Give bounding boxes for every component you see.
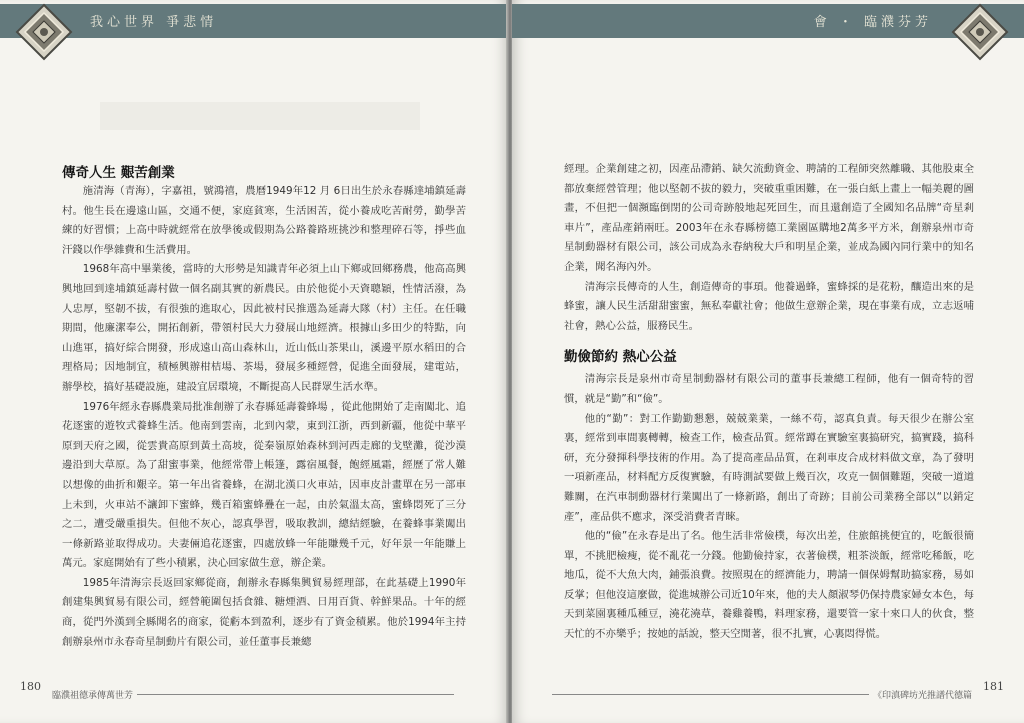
paragraph: 清海宗長是泉州市奇星制動器材有限公司的董事長兼總工程師，他有一個奇特的習慣，就是“勤”和“儉”。 — [564, 373, 974, 405]
paragraph: 經理。企業創建之初，因產品滯銷、缺欠流動資金、聘請的工程師突然離職、其他股東全都放棄經營管理；他以堅韌不拔的毅力，突破重重困難，在一張白紙上畫上一幅美麗的圖畫，不但把一個瀕臨倒閉的公司奇跡般地起死回生，而且還創造了全國知名品牌“奇星剎車片”，產品產銷兩旺。2003年在永春縣榜德工業園區購地2萬多平方米，創辦泉州市奇星制動器材有限公司，該公司成為永春納稅大戶和明星企業，並成為國內同行業中的知名企業，聞名海內外。 — [564, 163, 974, 273]
right-page — [512, 0, 1024, 723]
running-head: 會 ・ 臨濮芬芳 — [813, 15, 932, 30]
body-text — [62, 182, 466, 652]
header-band — [0, 4, 508, 38]
diamond-ornament-icon — [950, 2, 1010, 62]
paragraph: 1968年高中畢業後，當時的大形勢是知識青年必須上山下鄉或回鄉務農，他高高興興地回到達埔鎮延壽村做一個名副其實的新農民。由於他從小天資聰穎，性情活潑，為人忠厚，堅韌不拔，有很強的進取心，因此被村民推選為延壽大隊（村）主任。在任職期間，他廉潔奉公，開拓創新，帶領村民大力發展山地經濟。根據山多田少的特點，向山進軍，搞好綜合開發，形成遠山高山森林山，近山低山茶果山，溪邊平原水稻田的合理格局；因地制宜，積極興辦柑桔場、茶場，發展多種經營，促進全面發展，建電站，辦學校，搞好基礎設施，建設宜居環境，不斷提高人民群眾生活水準。 — [62, 263, 466, 393]
footer-title: 《印滇碑坊光推譜代德篇 — [869, 688, 976, 701]
left-page — [0, 0, 508, 723]
header-band — [512, 4, 1024, 38]
page-number: 180 — [20, 680, 41, 693]
paragraph: 1985年清海宗長返回家鄉從商，創辦永春縣集興貿易經理部，在此基礎上1990年創建集興貿易有限公司，經營範圍包括食雜、糖煙酒、日用百貨、幹鮮果品。十年的經商，從門外漢到全縣聞名的商家，從虧本到盈利，逐步有了資金積累。他於1994年主持創辦泉州市永春奇星制動片有限公司，並任董事長兼總 — [62, 576, 466, 648]
body-text — [564, 160, 974, 645]
paragraph: 施清海（青海），字嘉祖，號鴻禧，農曆1949年12 月 6日出生於永春縣達埔鎮延壽村。他生長在邊遠山區，交通不便，家庭貧寒，生活困苦，從小養成吃苦耐勞，勤學苦練的好習慣；上高中時就經常在放學後或假期為公路養路班挑沙和整理碎石等，掙些血汗錢以作學雜費和生活費用。 — [62, 185, 466, 256]
footer-title: 臨濮祖德承傳萬世芳 — [48, 688, 137, 701]
show-through-block — [100, 102, 420, 130]
running-head: 我心世界 爭悲情 — [90, 15, 218, 30]
section-heading: 勤儉節約 熱心公益 — [564, 349, 677, 366]
paragraph: 1976年經永春縣農業局批准創辦了永春縣延壽養蜂場 ，從此他開始了走南闖北、追花逐蜜的遊牧式養蜂生活。他南到雲南，北到內蒙，東到江浙，西到新疆，他從中華平原到天府之國，從雲貴高原到黃土高坡，從秦嶺原始森林到河西走廊的戈壁灘，從沙漠邊沿到大草原。為了甜蜜事業，他經常帶上帳篷，露宿風餐，飽經風霜，經歷了常人難以想像的曲折和艱辛。第一年出省養蜂，在湖北漢口火車站，因車皮計畫單在另一部車上未到，火車站不讓卸下蜜蜂，幾百箱蜜蜂疊在一起，由於氣溫太高，蜜蜂悶死了三分之二，遭受嚴重損失。但他不灰心，認真學習，吸取教訓，總結經驗，在養蜂事業闖出一條新路並取得成功。夫妻倆追花逐蜜，四處放蜂一年能賺幾千元，好年景一年能賺上萬元。家庭開始有了些小積累，決心回家做生意，辦企業。 — [62, 400, 466, 570]
paragraph: 他的“勤”：對工作勤勤懇懇，兢兢業業，一絲不苟，認真負責。每天很少在辦公室裏，經常到車間裏轉轉，檢查工作，檢查品質。經常蹲在實驗室裏搞研究，搞實踐，搞科研，充分發揮科學技術的作用。為了提高產品品質，在剎車皮合成材料做文章，為了發明一項新產品，材料配方反復實驗，有時測試要做上幾百次，攻克一個個難題，突破一道道難關，在汽車制動器材行業闖出了一條新路，創出了奇跡；目前公司業務全部以“以銷定產”，產品供不應求，深受消費者青睞。 — [564, 412, 974, 523]
paragraph: 他的“儉”在永春是出了名。他生活非常儉樸，每次出差，住旅館挑便宜的，吃飯很簡單，不挑肥檢瘦，從不亂花一分錢。他勤儉持家，衣著儉樸，粗茶淡飯，經常吃稀飯，吃地瓜，從不大魚大肉，鋪張浪費。按照現在的經濟能力，聘請一個保姆幫助搞家務，易如反掌；但他沒這麼做，從進城辦公司近10年來，他的夫人顏淑琴仍保持農家婦女本色，每天到菜園裏種瓜種豆，澆花澆草，養雞養鴨，料理家務，還要管一家十來口人的伙食，整天忙的不亦樂乎；按她的話說，整天空閒著，很不扎實，心裏悶得慌。 — [564, 530, 974, 641]
diamond-ornament-icon — [14, 2, 74, 62]
page-number: 181 — [983, 680, 1004, 693]
paragraph: 清海宗長傳奇的人生，創造傳奇的事頊。他養過蜂，蜜蜂採的是花粉，釀造出來的是蜂蜜，讓人民生活甜甜蜜蜜，無私奉獻社會；他做生意辦企業，現在事業有成，立志返哺社會，熱心公益，服務民生。 — [564, 280, 974, 332]
section-heading: 傳奇人生 艱苦創業 — [62, 165, 175, 181]
